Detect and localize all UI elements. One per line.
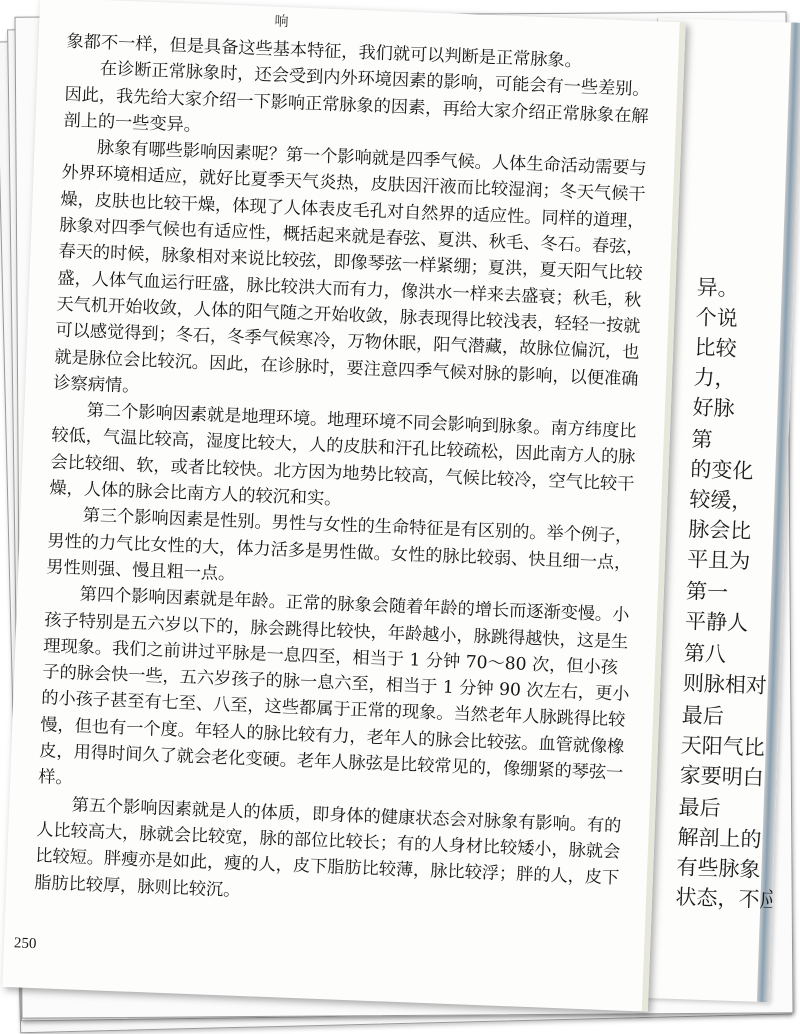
book-page <box>2 0 686 1012</box>
facing-page-line: 个说 <box>695 305 739 331</box>
facing-page-line: 比较 <box>694 335 738 361</box>
facing-page-line: 异。 <box>696 275 740 301</box>
page-number: 250 <box>13 935 37 953</box>
facing-page-line: 较缓， <box>688 487 753 514</box>
facing-page-line: 则脉相对 <box>682 671 768 698</box>
facing-page-line: 第一 <box>685 579 729 605</box>
paragraph: 第三个影响因素是性别。男性与女性的生命特征是有区别的。举个例子，男性的力气比女性的大，体力活多是男性做。女性的脉比较弱、快且细一点，男性则强、慢且粗一点。 <box>45 505 633 585</box>
paragraph: 在诊断正常脉象时，还会受到内外环境因素的影响，可能会有一些差别。因此，我先给大家介绍一下影响正常脉象的因素，再给大家介绍正常脉象在解剖上的一些变异。 <box>63 59 650 136</box>
facing-page-line: 有些脉象 <box>676 854 761 882</box>
facing-page-line: 家要明白 <box>679 763 765 790</box>
facing-page-line: 第 <box>691 427 713 452</box>
running-header-fragment: 响 <box>274 13 289 31</box>
facing-page-line: 脉会比 <box>687 517 752 544</box>
page-body <box>34 29 657 919</box>
facing-page-line: 解剖上的 <box>677 824 762 852</box>
paragraph: 第五个影响因素就是人的体质，即身体的健康状态会对脉象有影响。有的人比较高大，脉就会比较宽，脉的部位比较长；有的人身材比较矮小，脉就会比较短。胖瘦亦是如此，瘦的人，皮下脂肪比较薄，脉比较浮；胖的人，皮下脂肪比较厚，脉则比较沉。 <box>33 795 622 901</box>
paragraph: 象都不一样，但是具备这些基本特征，我们就可以判断是正常脉象。 <box>66 31 583 72</box>
facing-page-line: 平静人 <box>684 609 749 636</box>
paragraph: 第四个影响因素就是年龄。正常的脉象会随着年龄的增长而逐渐变慢。小孩子特别是五六岁以下的，脉会跳得比较快，年龄越小，脉跳得越快，这是生理现象。我们之前讲过平脉是一息四至，相当于 1 分钟 70～80 次，但小孩子的脉会快一些，五六岁孩子的脉一息六至，相当于 1 分钟 90 次左右，更小的小孩子甚至有七至、八至，这些都属于正常的现象。当然老年人脉跳得比较慢，但也有一个度。年轻人的脉比较有力，老年人的脉会比较弦。血管就像橡皮，用得时间久了就会老化变硬。老年人脉弦是比较常见的，像绷紧的琴弦一样。 <box>37 584 630 789</box>
facing-page-line: 的变化 <box>689 457 754 484</box>
facing-page-line: 最后 <box>681 703 725 729</box>
facing-page-line: 平且为 <box>686 547 751 574</box>
facing-page-line: 好脉 <box>692 395 735 421</box>
facing-page-line: 天阳气比 <box>680 733 766 760</box>
paragraph: 第二个影响因素就是地理环境。地理环境不同会影响到脉象。南方纬度比较低，气温比较高，湿度比较大，人的皮肤和汗孔比较疏松，因此南方人的脉会比较细、软，或者比较快。北方因为地势比较高，气候比较冷，空气比较干燥，人体的脉会比南方人的较沉和实。 <box>49 400 637 510</box>
facing-page-line: 第八 <box>683 641 727 667</box>
facing-page-line: 力， <box>693 365 737 391</box>
facing-page-line: 最后 <box>678 794 722 821</box>
facing-page-line: 状态，不应 <box>675 884 781 913</box>
paragraph: 脉象有哪些影响因素呢？第一个影响就是四季气候。人体生命活动需要与外界环境相适应，就好比夏季天气炎热，皮肤因汗液而比较湿润；冬天气候干燥，皮肤也比较干燥，体现了人体表皮毛孔对自然界的适应性。同样的道理，脉象对四季气候也有适应性，概括起来就是春弦、夏洪、秋毛、冬石。春弦，春天的时候，脉象相对来说比较弦，即像琴弦一样紧绷；夏洪，夏天阳气比较盛，人体气血运行旺盛，脉比较洪大而有力，像洪水一样来去盛衰；秋毛，秋天气机开始收敛，人体的阳气随之开始收敛，脉表现得比较浅表，轻轻一按就可以感觉得到；冬石，冬季气候寒冷，万物休眠，阳气潜藏，故脉位偏沉，也就是脉位会比较沉。因此，在诊脉时，要注意四季气候对脉的影响，以便准确诊察病情。 <box>53 138 647 397</box>
